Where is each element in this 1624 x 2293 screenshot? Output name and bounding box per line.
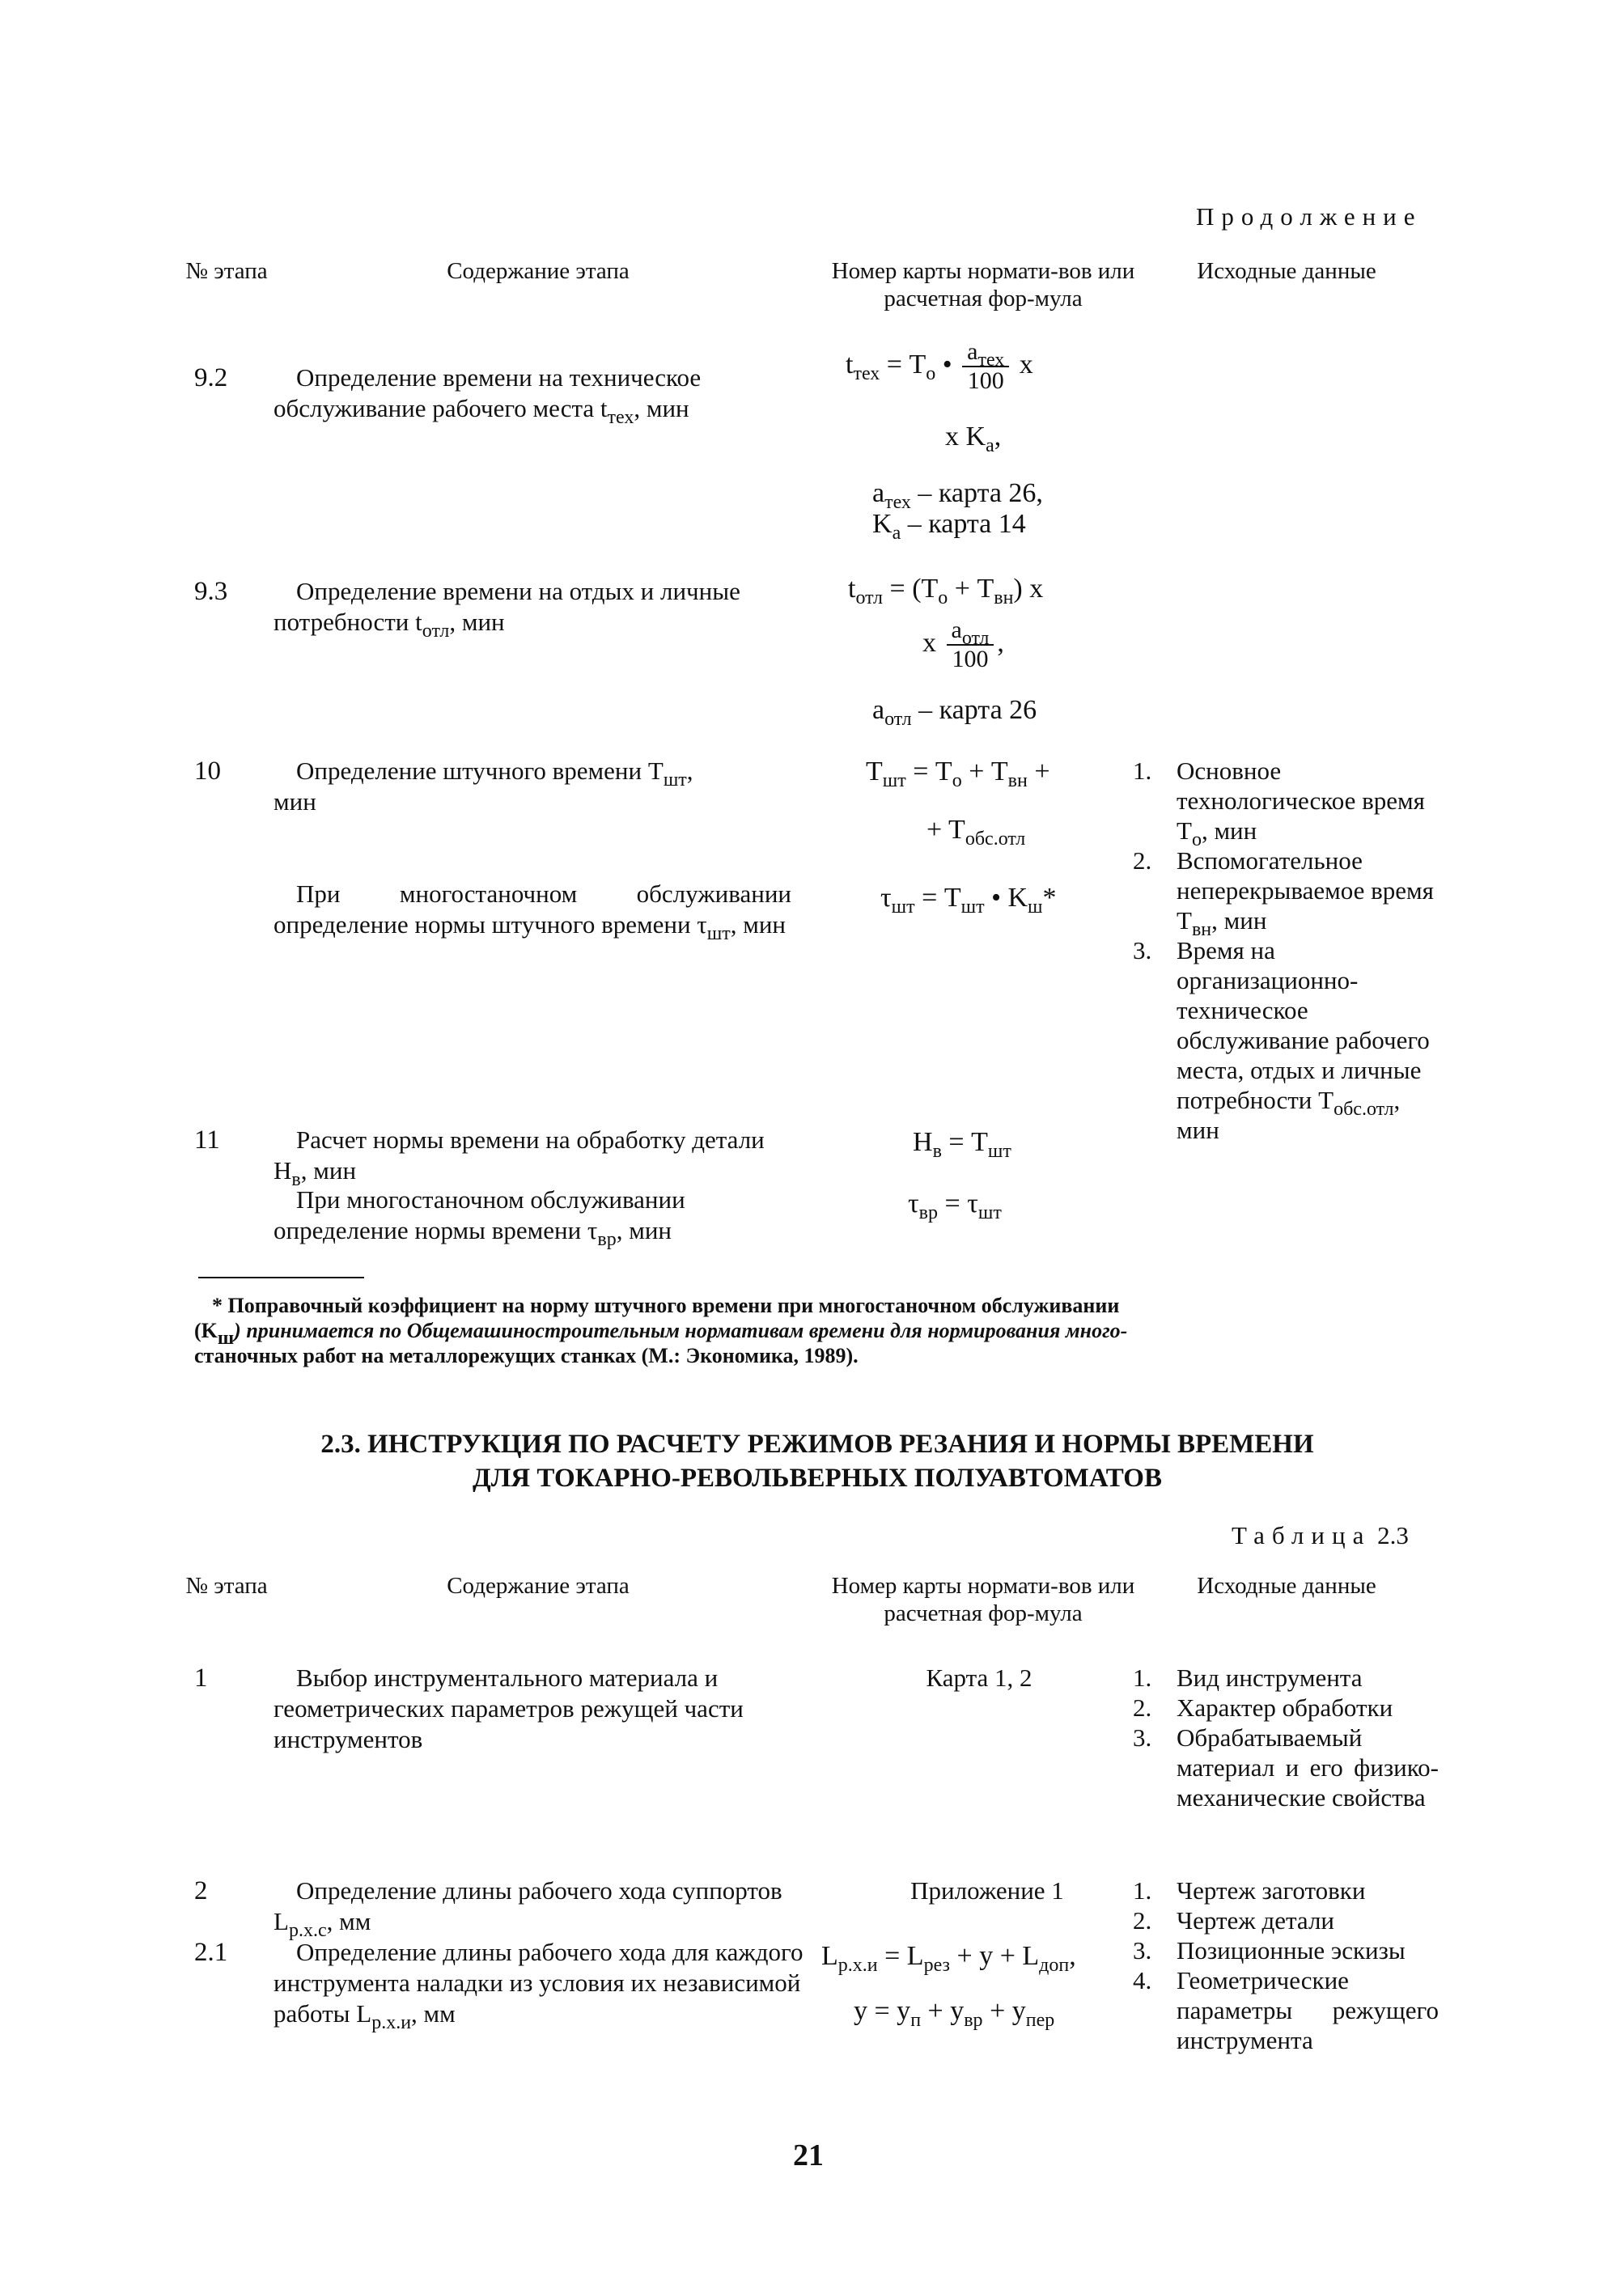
formula-t-obs: + $T_{обс.отл}$ (926, 815, 1026, 850)
formula-t-tex: $t_{тех} = T_о$ • $\frac{a_{тех}}{100}$ x (846, 338, 1033, 394)
row-content: Определение штучного времени $T_{шт}$, мин (273, 757, 693, 816)
footnote-line: * Поправочный коэффициент на норму штучного времени при многостаночном обслуживании (212, 1294, 1120, 1317)
formula-t-otl: $t_{отл} = (T_о + T_{вн})$ x (848, 574, 1044, 608)
footnote (194, 1293, 1440, 1368)
footnote-rule (198, 1277, 364, 1278)
header-input-data: Исходные данные (1197, 1573, 1376, 1599)
list-item: 1. Основное технологическое время $T_о$, мин (1133, 757, 1425, 850)
header-stage-content: Содержание этапа (447, 1573, 630, 1599)
input-list (1133, 756, 1439, 1145)
list-item: 2. Вспомогательное неперекрываемое время $T_{вн}$, мин (1133, 846, 1434, 940)
row-num: 9.3 (194, 577, 228, 606)
formula-ref-aotl: $a_{отл}$ – карта 26 (872, 695, 1037, 730)
formula-t-sht: $T_{шт} = T_о + T_{вн}$ + (866, 757, 1050, 791)
list-item: 1. Вид инструмента (1133, 1664, 1363, 1692)
footnote-line: $(K_ш)$ принимается по Общемашиностроительным нормативам времени для нормирования много- (194, 1319, 1128, 1349)
list-item: 2. Характер обработки (1133, 1693, 1393, 1722)
formula-appendix-ref: Приложение 1 (910, 1876, 1064, 1905)
formula-tau-vr: $\tau_{вр} = \tau_{шт}$ (908, 1189, 1002, 1223)
row-num: 2.1 (194, 1938, 228, 1967)
page-number: 21 (793, 2138, 824, 2172)
header-stage-number: № этапа (185, 258, 268, 284)
section-heading (194, 1427, 1440, 1495)
input-list (1133, 1663, 1439, 1812)
formula-l-rxi: $L_{р.х.и} = L_{рез} + y + L_{доп}$, (821, 1941, 1076, 1976)
header-input-data: Исходные данные (1197, 258, 1376, 284)
list-item: 3. Обрабатываемый материал и его физико-механические свойства (1133, 1723, 1439, 1812)
row-content: Определение времени на техническое обслуживание рабочего места $t_{тех}$, мин (273, 363, 702, 428)
row-content-multi: При многостаночном обслуживании определение нормы времени $\tau_{вр}$, мин (273, 1185, 685, 1250)
formula-tau-sht: $\tau_{шт} = T_{шт}$ • $K_ш*$ (880, 883, 1057, 918)
list-item: 2. Чертеж детали (1133, 1906, 1335, 1935)
row-content: Определение длины рабочего хода суппортов $L_{р.х.с}$, мм (273, 1876, 782, 1941)
row-num: 10 (194, 757, 221, 786)
formula-h-v: $H_в = T_{шт}$ (913, 1127, 1011, 1162)
list-item: 4. Геометрические параметры режущего инструмента (1133, 1966, 1439, 2054)
row-num: 9.2 (194, 363, 228, 392)
list-item: 3. Время на организационно-техническое обслуживание рабочего места, отдых и личные потребности $T_{обс.отл}$, мин (1133, 936, 1430, 1144)
row-content: Определение времени на отдых и личные потребности $t_{отл}$, мин (273, 577, 740, 642)
formula-ka: x $K_а$, (945, 422, 1002, 456)
list-item: 1. Чертеж заготовки (1133, 1876, 1366, 1905)
header-formula: Номер карты нормати-вов или расчетная фор-мула (831, 1573, 1135, 1626)
list-item: 3. Позиционные эскизы (1133, 1936, 1406, 1965)
table-caption: Таблица 2.3 (1232, 1521, 1409, 1549)
row-num: 2 (194, 1876, 208, 1905)
header-stage-content: Содержание этапа (447, 258, 630, 284)
header-formula: Номер карты нормати-вов или расчетная фор-мула (831, 258, 1135, 312)
formula-ref-ka: $K_а$ – карта 14 (872, 509, 1026, 544)
formula-ref-atex: $a_{тех}$ – карта 26, (872, 478, 1043, 513)
row-content: Определение длины рабочего хода для каждого инструмента наладки из условия их независимой работы $L_{р.х.и}$, мм (273, 1938, 804, 2033)
continued-label: Продолжение (1196, 202, 1423, 231)
row-num: 11 (194, 1125, 220, 1155)
formula-y: $y = y_п + y_{вр} + y_{пер}$ (854, 1996, 1055, 2031)
section-heading-line: 2.3. ИНСТРУКЦИЯ ПО РАСЧЕТУ РЕЖИМОВ РЕЗАНИЯ И НОРМЫ ВРЕМЕНИ (320, 1430, 1314, 1459)
formula-a-otl-fraction: x $\frac{a_{отл}}{100}$ , (922, 617, 1004, 672)
row-content-multi: При многостаночном обслуживании определение нормы штучного времени $\tau_{шт}$, мин (273, 879, 791, 944)
section-heading-line: ДЛЯ ТОКАРНО-РЕВОЛЬВЕРНЫХ ПОЛУАВТОМАТОВ (473, 1464, 1162, 1493)
row-num: 1 (194, 1664, 208, 1693)
header-stage-number: № этапа (185, 1573, 268, 1599)
footnote-line: станочных работ на металлорежущих станках (М.: Экономика, 1989). (194, 1344, 859, 1367)
formula-card-ref: Карта 1, 2 (926, 1664, 1032, 1692)
row-content: Выбор инструментального материала и геометрических параметров режущей части инструментов (273, 1664, 744, 1753)
row-content: Расчет нормы времени на обработку детали $H_в$, мин (273, 1125, 765, 1190)
input-list (1133, 1876, 1439, 2055)
